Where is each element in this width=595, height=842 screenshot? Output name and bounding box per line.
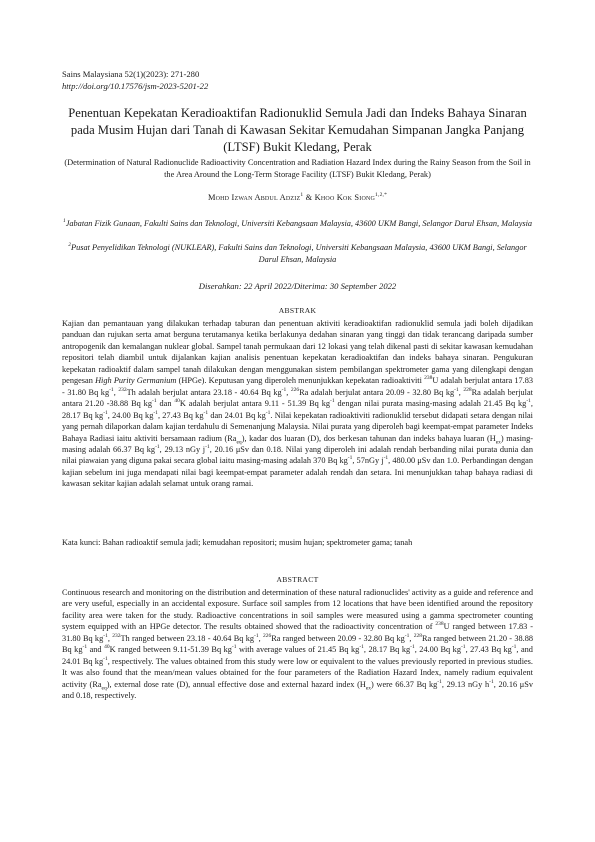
unit-exponent: -1 xyxy=(155,444,160,451)
abstract-text: , and 24.01 Bq kg xyxy=(62,645,533,666)
abstract-text: U ranged between 17.83 - 31.80 Bq kg xyxy=(62,622,534,643)
unit-exponent: -1 xyxy=(203,409,209,416)
paper-title-english: (Determination of Natural Radionuclide Radioactivity Concentration and Radiation Hazard Index during the Rainy Season from the Soil in the Area Around the Long-Term Storage Facility (LTSF) Bukit Kledang, Perak) xyxy=(64,158,531,179)
author-name: Khoo Kok Siong xyxy=(314,193,376,202)
abstrak-text: dan 24.01 Bq kg xyxy=(208,410,266,420)
abstract-text: , xyxy=(409,633,414,643)
abstract-text: , 27.43 Bq kg xyxy=(465,645,512,655)
unit-exponent: -1 xyxy=(489,678,494,685)
abstrak-text: , 24.00 Bq kg xyxy=(107,410,154,420)
isotope-mass: 228 xyxy=(413,633,423,640)
isotope-mass: 226 xyxy=(262,633,272,640)
submission-dates: Diserahkan: 22 April 2022/Diterima: 30 September 2022 xyxy=(198,281,397,291)
author-name: Mohd Izwan Abdul Adziz xyxy=(207,193,301,202)
abstrak-text: Ra adalah berjulat antara 20.09 - 32.80 Bq kg xyxy=(299,387,455,397)
abstrak-text: , 480.00 μSv dan 1.0. Perbandingan dengan kajian sebelum ini juga mendapati nilai bagi keempat-empat parameter adalah rendah dan setara. Ini menunjukkan tahap bahaya radiasi di kawasan sekitar kajian adalah selamat untuk orang ramai. xyxy=(62,456,533,489)
abstract-text: , 28.17 Bq kg xyxy=(363,645,411,655)
abstrak-text: Ra adalah berjulat antara 21.20 -38.88 Bq kg xyxy=(62,387,533,409)
isotope-mass: 40 xyxy=(104,644,110,651)
isotope-mass: 238 xyxy=(424,375,433,382)
unit-exponent: -1 xyxy=(404,633,410,640)
unit-exponent: -1 xyxy=(265,409,271,416)
abstrak-text: , 29.13 nGy j xyxy=(159,444,206,454)
abstract-text: , respectively. The values obtained from this study were low or equivalent to the values previously reported in previous studies. It was also found that the mean/mean values obtained for the four parameters of the Radiation Hazard Index, namely radium equivalent activity (Ra xyxy=(62,656,533,689)
isotope-mass: 238 xyxy=(435,621,444,628)
unit-exponent: -1 xyxy=(410,644,415,651)
unit-exponent: -1 xyxy=(460,644,466,651)
unit-exponent: -1 xyxy=(359,644,364,651)
abstrak-text: , xyxy=(458,387,464,397)
unit-exponent: -1 xyxy=(281,386,287,393)
abstrak-text: , xyxy=(286,387,291,397)
abstrak-text: ), kadar dos luaran (D), dos berkesan tahunan dan indeks bahaya luaran (H xyxy=(241,433,496,443)
affiliation-text: Jabatan Fizik Gunaan, Fakulti Sains dan Teknologi, Universiti Kebangsaan Malaysia, 43600 UKM Bangi, Selangor Darul Ehsan, Malaysia xyxy=(65,219,533,228)
paper-title-malay: Penentuan Kepekatan Keradioaktifan Radionuklid Semula Jadi dan Indeks Bahaya Sinaran pada Musim Hujan dari Tanah di Kawasan Sekitar Kemudahan Simpanan Jangka Panjang (LTSF) Bukit Kledang, Perak xyxy=(68,106,527,154)
abstract-text: , 20.16 μSv and 0.18, respectively. xyxy=(62,679,534,701)
unit-exponent: -1 xyxy=(103,409,108,416)
abstract-text: Ra ranged between 20.09 - 32.80 Bq kg xyxy=(271,633,405,643)
unit-exponent: -1 xyxy=(511,644,517,651)
abstrak-heading: ABSTRAK xyxy=(278,306,317,315)
unit-exponent: -1 xyxy=(231,644,237,651)
unit-exponent: -1 xyxy=(151,398,157,405)
subscript: ex xyxy=(495,439,501,446)
unit-exponent: -1 xyxy=(205,444,210,451)
abstract-text: K ranged between 9.11-51.39 Bq kg xyxy=(109,645,232,655)
abstract-text: , xyxy=(258,633,263,643)
abstract-text: Continuous research and monitoring on the distribution and determination of these natural radionuclides' activity as a guide and reference and are very useful, especially in an accidental exposure. Surface soil samples from 12 locations that have been identified around the repository facility area were taken for the study. Radioactive concentrations in soil samples were measured using a gamma spectrometer counting system equipped with an HPGe detector. The results obtained showed that the radioactivity concentration of xyxy=(62,588,533,632)
abstract-heading: ABSTRACT xyxy=(276,575,319,584)
abstrak-text: ) masing-masing adalah 66.37 Bq kg xyxy=(62,433,533,454)
abstrak-text: U adalah berjulat antara 17.83 - 31.80 Bq kg xyxy=(62,376,533,397)
author-affiliation-mark: 1 xyxy=(300,192,304,199)
abstract-body xyxy=(62,587,533,702)
subscript: eq xyxy=(101,685,107,692)
unit-exponent: -1 xyxy=(103,655,108,662)
journal-citation: Sains Malaysiana 52(1)(2023): 271-280 xyxy=(62,69,200,79)
affiliation-1 xyxy=(62,218,533,230)
isotope-mass: 226 xyxy=(290,386,300,393)
unit-exponent: -1 xyxy=(526,398,531,405)
abstract-text: , 24.00 Bq kg xyxy=(414,645,461,655)
abstrak-text: dan xyxy=(156,399,175,409)
unit-exponent: -1 xyxy=(103,633,108,640)
unit-exponent: -1 xyxy=(82,644,88,651)
subscript: eq xyxy=(236,439,242,446)
abstract-text: ) were 66.37 Bq kg xyxy=(371,679,438,689)
unit-exponent: -1 xyxy=(347,455,353,462)
abstrak-italic: High Purity Germanium xyxy=(95,376,177,386)
abstract-text: Ra ranged between 21.20 - 38.88 Bq kg xyxy=(62,633,534,655)
unit-exponent: -1 xyxy=(437,678,442,685)
subscript: ex xyxy=(365,685,372,692)
isotope-mass: 228 xyxy=(463,386,472,393)
abstract-text: Th ranged between 23.18 - 40.64 Bq kg xyxy=(120,633,255,643)
affiliation-mark: 2 xyxy=(68,242,72,249)
isotope-mass: 40 xyxy=(174,398,180,405)
abstrak-text: , xyxy=(113,387,119,397)
isotope-mass: 232 xyxy=(118,386,127,393)
affiliation-text: Pusat Penyelidikan Teknologi (NUKLEAR), Fakulti Sains dan Teknologi, Universiti Kebangsaan Malaysia, 43600 UKM Bangi, Selangor Darul Ehsan, Malaysia xyxy=(71,243,527,264)
author-separator: & xyxy=(303,193,315,202)
abstrak-text: Th adalah berjulat antara 23.18 - 40.64 Bq kg xyxy=(126,387,282,397)
abstrak-text: (HPGe). Keputusan yang diperoleh menunjukkan kepekatan radioaktiviti xyxy=(176,376,425,386)
abstract-text: , xyxy=(107,633,113,643)
abstract-text: with average values of 21.45 Bq kg xyxy=(236,645,360,655)
author-list xyxy=(62,193,533,202)
unit-exponent: -1 xyxy=(254,633,259,640)
author-affiliation-mark: 1,2,* xyxy=(375,192,388,199)
abstrak-body xyxy=(62,318,533,490)
abstrak-text: Kajian dan pemantauan yang dilakukan terhadap taburan dan penentuan aktiviti keradioaktifan radionuklid semula jadi boleh dijadikan panduan dan rujukan serta amat berguna terutamanya ketika berlakunya dedahan sinaran yang tinggi dan tidak terancang daripada sumber antropogenik dan kemalangan nuklear global. Sampel tanah permukaan dari 12 lokasi yang telah dikenal pasti di sekitar kawasan kemudahan repositori telah diambil untuk dijalankan kajian analisis penentuan kepekatan keradioaktifan dan indeks bahaya sinaran. Pengukuran kepekatan radioaktif dalam sampel tanah dilakukan dengan menggunakan sistem pembilangan spektrometer gama yang dilengkapi dengan pengesan xyxy=(62,319,533,386)
doi-link[interactable]: http://doi.org/10.17576/jsm-2023-5201-22 xyxy=(62,81,209,91)
abstrak-text: , 27.43 Bq kg xyxy=(157,410,204,420)
unit-exponent: -1 xyxy=(454,386,459,393)
unit-exponent: -1 xyxy=(109,386,114,393)
abstrak-text: . Nilai kepekatan radioaktiviti radionuklid tersebut didapati setara dengan nilai yang pernah dilaporkan dalam kajian terdahulu di Semenanjung Malaysia. Nilai purata yang diperoleh bagi keempat-empat parameter Indeks Bahaya Radiasi iaitu aktiviti bersamaan radium (Ra xyxy=(62,410,533,443)
unit-exponent: -1 xyxy=(330,398,335,405)
abstract-text: and xyxy=(87,645,105,655)
unit-exponent: -1 xyxy=(383,455,389,462)
abstract-text: ), external dose rate (D), annual effective dose and external hazard index (H xyxy=(106,679,366,689)
unit-exponent: -1 xyxy=(153,409,158,416)
affiliation-2 xyxy=(62,242,533,265)
journal-header xyxy=(62,68,208,92)
abstrak-text: dengan nilai purata masing-masing adalah 21.45 Bq kg xyxy=(334,399,527,409)
abstrak-text: , 28.17 Bq kg xyxy=(62,399,533,420)
abstrak-text: , 57nGy j xyxy=(352,456,384,466)
abstrak-text: K adalah berjulat antara 9.11 - 51.39 Bq kg xyxy=(179,399,331,409)
abstrak-text: , 20.16 μSv dan 0.18. Nilai yang diperoleh ini adalah rendah berbanding nilai purata dunia dan nilai piawaian yang diguna pakai secara global iaitu masing-masing adalah 370 Bq kg xyxy=(62,444,534,466)
affiliation-mark: 1 xyxy=(62,218,66,225)
isotope-mass: 232 xyxy=(112,633,121,640)
keywords: Kata kunci: Bahan radioaktif semula jadi; kemudahan repositori; musim hujan; spektrometer gama; tanah xyxy=(62,538,413,547)
abstract-text: , 29.13 nGy h xyxy=(441,679,490,689)
